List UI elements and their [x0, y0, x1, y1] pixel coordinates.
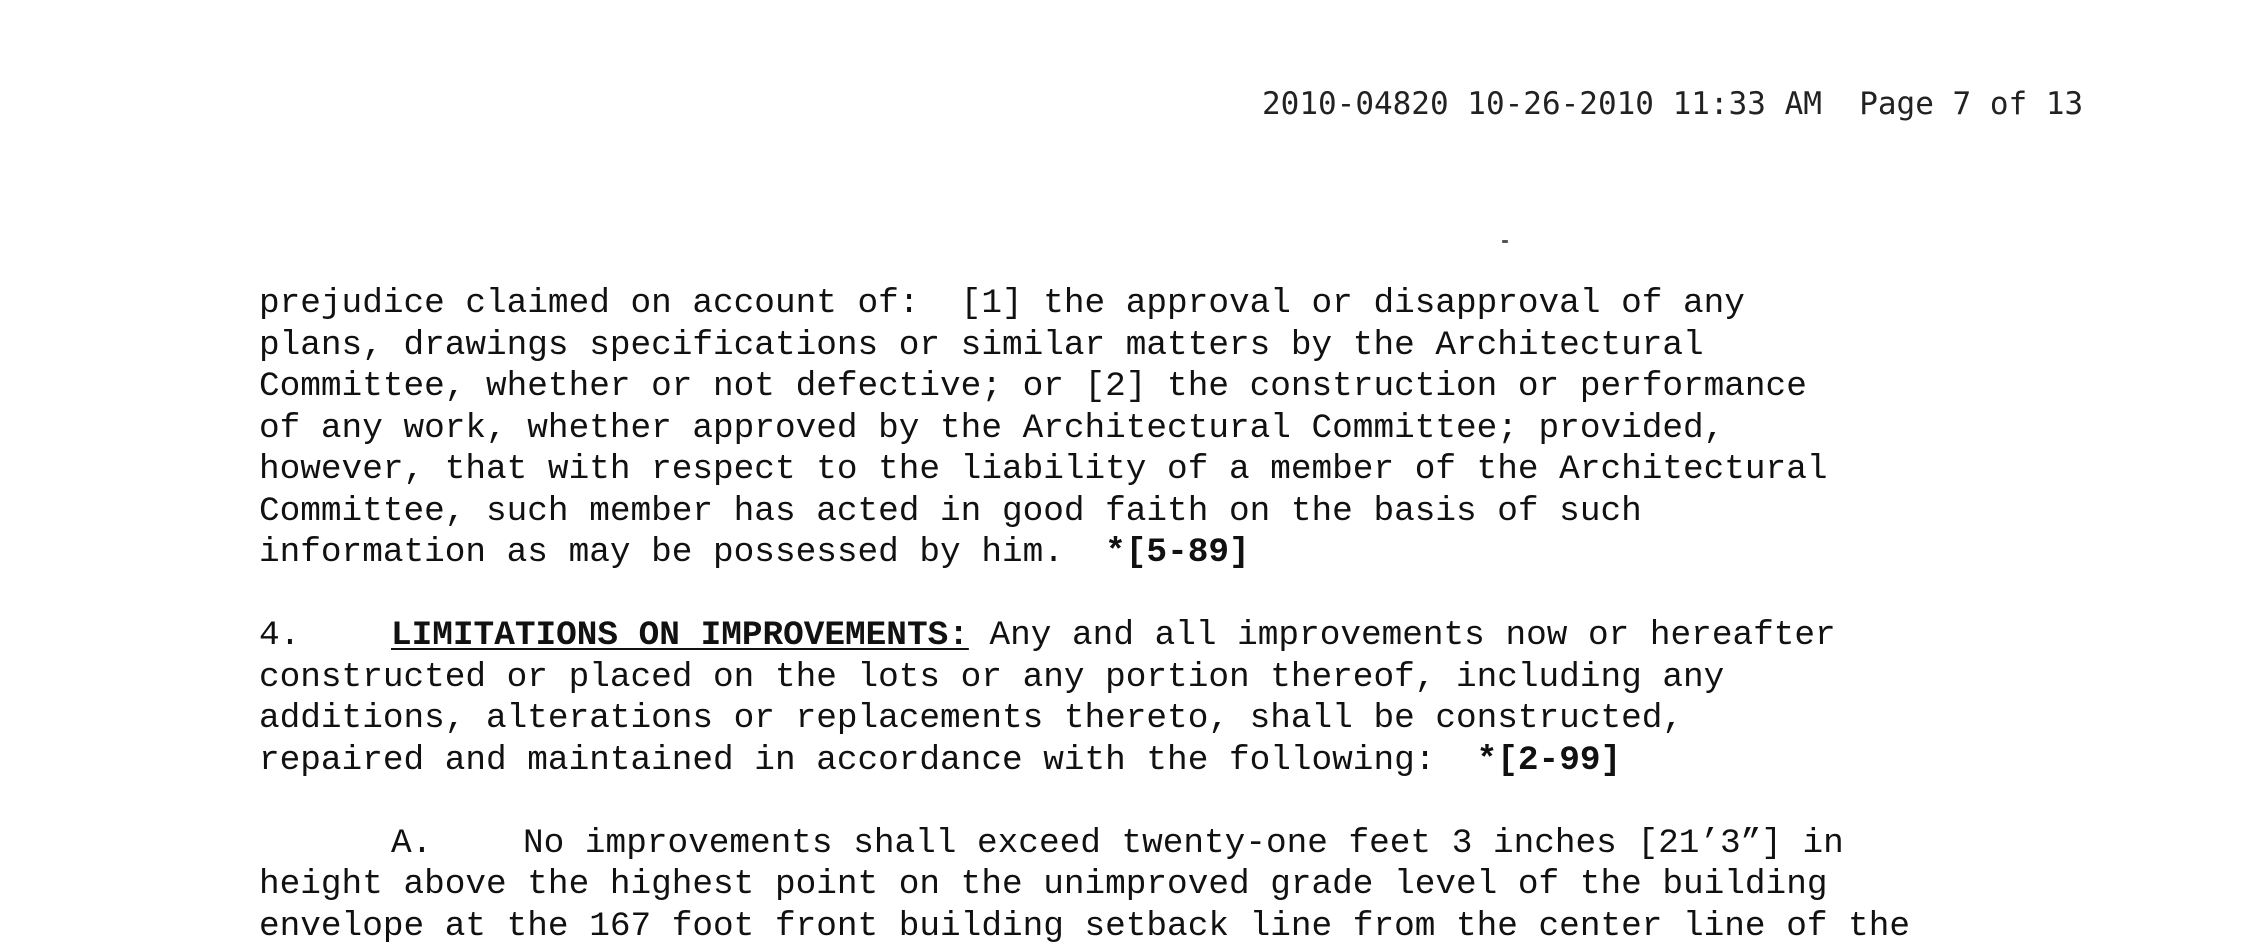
subsection-label: A.	[391, 823, 523, 865]
text-line: Committee, whether or not defective; or [2] the construction or performance	[259, 366, 2249, 408]
text-line: Committee, such member has acted in good faith on the basis of such	[259, 491, 2249, 533]
text-line: envelope at the 167 foot front building setback line from the center line of the	[259, 906, 2249, 947]
text-line: prejudice claimed on account of: [1] the approval or disapproval of any	[259, 283, 2249, 325]
continuation-paragraph	[259, 283, 2249, 574]
text-segment: repaired and maintained in accordance with the following:	[259, 741, 1477, 780]
amendment-reference: *[2-99]	[1477, 741, 1621, 780]
text-segment: Any and all improvements now or hereafter	[969, 616, 1836, 655]
recording-stamp: 2010-04820 10-26-2010 11:33 AM Page 7 of 13	[1262, 86, 2083, 122]
text-line: however, that with respect to the liability of a member of the Architectural	[259, 449, 2249, 491]
amendment-reference: *[5-89]	[1105, 533, 1249, 572]
text-line: plans, drawings specifications or similar matters by the Architectural	[259, 325, 2249, 367]
section-4a-paragraph	[259, 823, 2249, 947]
document-body	[259, 283, 2249, 947]
text-segment: information as may be possessed by him.	[259, 533, 1105, 572]
text-line: of any work, whether approved by the Architectural Committee; provided,	[259, 408, 2249, 450]
text-line: constructed or placed on the lots or any portion thereof, including any	[259, 657, 2249, 699]
section-heading: LIMITATIONS ON IMPROVEMENTS:	[391, 616, 969, 655]
text-segment: No improvements shall exceed twenty-one feet 3 inches [21’3”] in	[523, 824, 1844, 863]
section-number: 4.	[259, 615, 391, 657]
section-4-first-line	[259, 615, 2249, 657]
text-line-last	[259, 740, 2249, 782]
paragraph-gap	[259, 574, 2249, 616]
section-4a-first-line	[259, 823, 2249, 865]
scan-speck	[1502, 240, 1508, 243]
paragraph-gap	[259, 781, 2249, 823]
text-line-last	[259, 532, 2249, 574]
text-line: additions, alterations or replacements thereto, shall be constructed,	[259, 698, 2249, 740]
text-line: height above the highest point on the unimproved grade level of the building	[259, 864, 2249, 906]
section-4-paragraph	[259, 615, 2249, 781]
